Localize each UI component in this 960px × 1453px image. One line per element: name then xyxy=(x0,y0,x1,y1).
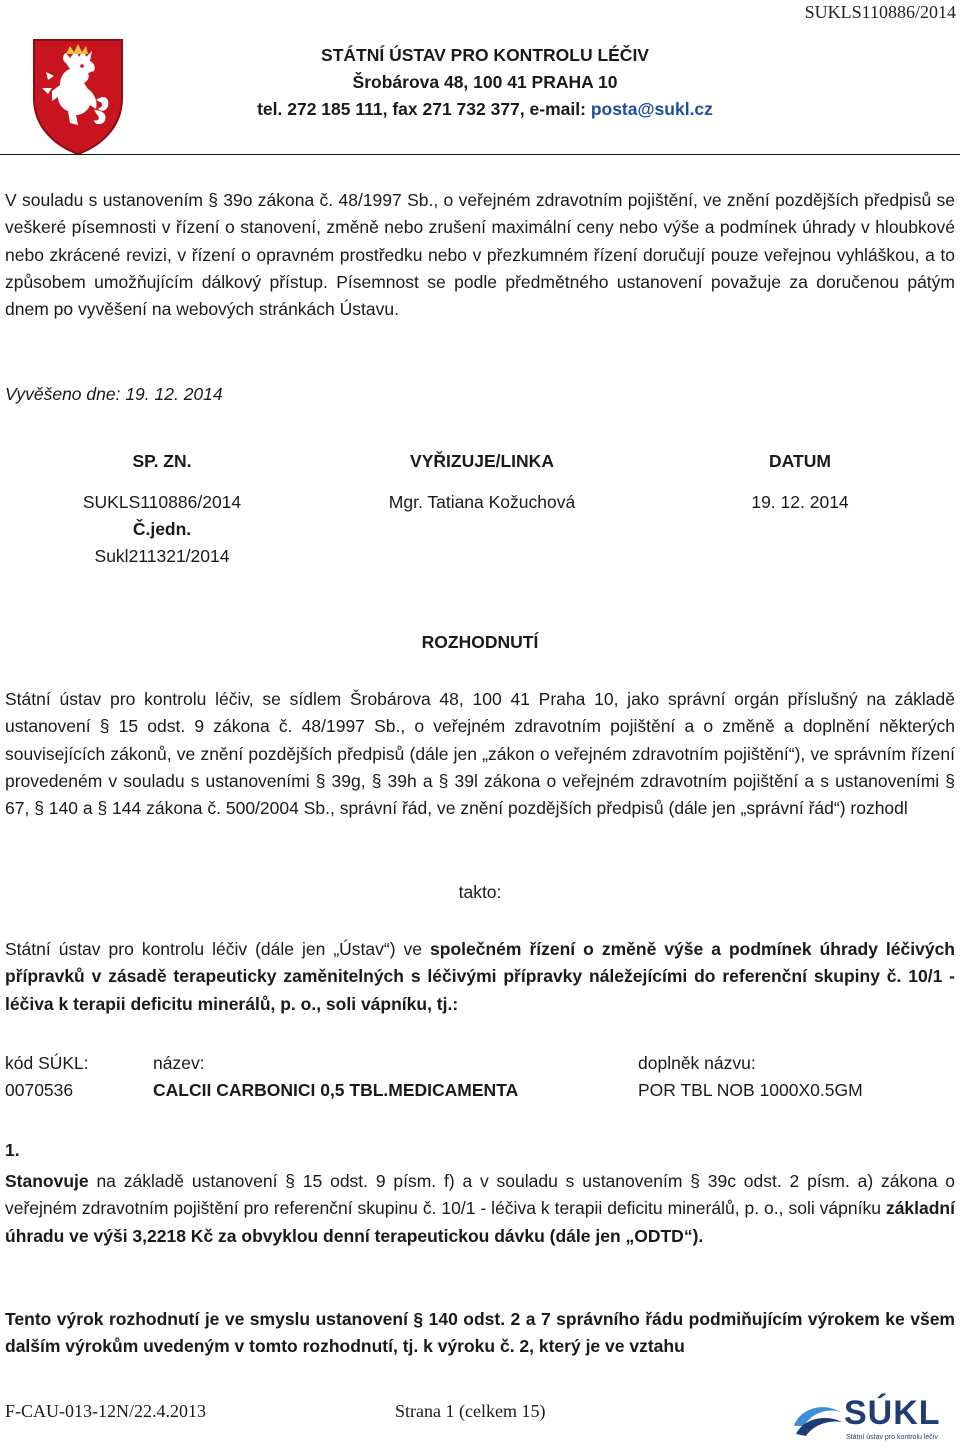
jedn-label: Č.jedn. xyxy=(132,519,192,539)
product-code: 0070536 xyxy=(5,1080,74,1100)
institute-address: Šrobárova 48, 100 41 PRAHA 10 xyxy=(352,72,618,92)
point1.paragraph-segment: Stanovuje xyxy=(5,1171,89,1191)
institute-name: STÁTNÍ ÚSTAV PRO KONTROLU LÉČIV xyxy=(321,45,649,65)
product-code-header: kód SÚKL: xyxy=(5,1053,89,1073)
col-header-date: DATUM xyxy=(769,451,831,471)
point-1-paragraph xyxy=(5,1168,955,1250)
product-name-header: název: xyxy=(153,1053,205,1073)
decision-title: ROZHODNUTÍ xyxy=(421,632,539,652)
posted-date: Vyvěšeno dne: 19. 12. 2014 xyxy=(5,384,223,404)
col-header-handler: VYŘIZUJE/LINKA xyxy=(410,451,554,471)
contact-email-link[interactable]: posta@sukl.cz xyxy=(590,99,713,119)
sukl-logo-mark-icon xyxy=(790,1396,846,1446)
decision.scope-segment: společném řízení o změně výše a podmínek úhrady léčivých přípravků v zásadě terapeuticky zaměnitelných s léčivými přípravky náležejícími do referenční skupiny č. 10/1 - léčiva k terapii deficitu minerálů, p. o., soli vápníku, tj.: xyxy=(5,939,955,1014)
case-number: SUKLS110886/2014 xyxy=(82,492,242,512)
institute-heading xyxy=(150,42,820,123)
product-name: CALCII CARBONICI 0,5 TBL.MEDICAMENTA xyxy=(153,1080,519,1100)
decision-date: 19. 12. 2014 xyxy=(751,492,849,512)
decision-intro-paragraph: Státní ústav pro kontrolu léčiv, se sídlem Šrobárova 48, 100 41 Praha 10, jako správní orgán příslušný na základě ustanovení § 15 odst. 9 zákona č. 48/1997 Sb., o veřejném zdravotním pojištění a o změně a doplnění některých souvisejících zákonů, ve znění pozdějších předpisů (dále jen „zákon o veřejném zdravotním pojištění“), ve správním řízení provedeném v souladu s ustanoveními § 39g, § 39h a § 39l zákona o veřejném zdravotním pojištění a s ustanoveními § 67, § 140 a § 144 zákona č. 500/2004 Sb., správní řád, ve znění pozdějších předpisů (dále jen „správní řád“) rozhodl xyxy=(5,689,955,819)
point-1-conditional-paragraph: Tento výrok rozhodnutí je ve smyslu ustanovení § 140 odst. 2 a 7 správního řádu podmiňujícím výrokem ke všem dalším výrokům uvedeným v tomto rozhodnutí, tj. k výroku č. 2, který je ve vztahu xyxy=(5,1309,955,1357)
decision.scope-segment: Státní ústav pro kontrolu léčiv (dále jen „Ústav“) ve xyxy=(5,939,431,959)
header-divider xyxy=(0,154,960,155)
jedn-value: Sukl211321/2014 xyxy=(94,546,230,566)
document-reference-top: SUKLS110886/2014 xyxy=(804,2,956,22)
institute-contact xyxy=(150,96,820,123)
col-header-case-number: SP. ZN. xyxy=(132,451,192,471)
point1.paragraph-segment: základní úhradu ve výši 3,2218 Kč za obvyklou denní terapeutickou dávku (dále jen „ODTD“). xyxy=(5,1198,955,1246)
contact-phone-fax: tel. 272 185 111, fax 271 732 377, e-mail: xyxy=(257,99,591,119)
decision-scope-paragraph xyxy=(5,936,955,1018)
logo-tagline: Státní ústav pro kontrolu léčiv xyxy=(846,1434,938,1441)
logo-word: SÚKL xyxy=(844,1394,941,1432)
product-supplement-header: doplněk názvu: xyxy=(638,1053,756,1073)
page-count: Strana 1 (celkem 15) xyxy=(395,1401,546,1421)
takto-label: takto: xyxy=(458,882,502,902)
handler-name: Mgr. Tatiana Kožuchová xyxy=(388,492,576,512)
reference-case-cell xyxy=(62,489,262,570)
public-notice-paragraph: V souladu s ustanovením § 39o zákona č. 48/1997 Sb., o veřejném zdravotním pojištění, ve znění pozdějších předpisů se veškeré písemnosti v řízení o stanovení, změně nebo zrušení maximální ceny nebo výše a podmínek úhrady v hloubkové nebo zkrácené revizi, v řízení o opravném prostředku nebo v přezkumném řízení doručují pouze veřejnou vyhláškou, a to způsobem umožňujícím dálkový přístup. Písemnost se podle předmětného ustanovení považuje za doručenou pátým dnem po vyvěšení na webových stránkách Ústavu. xyxy=(5,190,955,320)
point1.paragraph-segment: na základě ustanovení § 15 odst. 9 písm. f) a v souladu s ustanovením § 39c odst. 2 písm. a) zákona o veřejném zdravotním pojištění pro referenční skupinu č. 10/1 - léčiva k terapii deficitu minerálů, p. o., soli vápníku xyxy=(5,1171,955,1219)
sukl-logo xyxy=(790,1396,958,1450)
point-number: 1. xyxy=(5,1140,20,1160)
coat-of-arms-icon xyxy=(30,36,126,156)
product-supplement: POR TBL NOB 1000X0.5GM xyxy=(638,1080,863,1100)
form-id: F-CAU-013-12N/22.4.2013 xyxy=(5,1401,206,1421)
